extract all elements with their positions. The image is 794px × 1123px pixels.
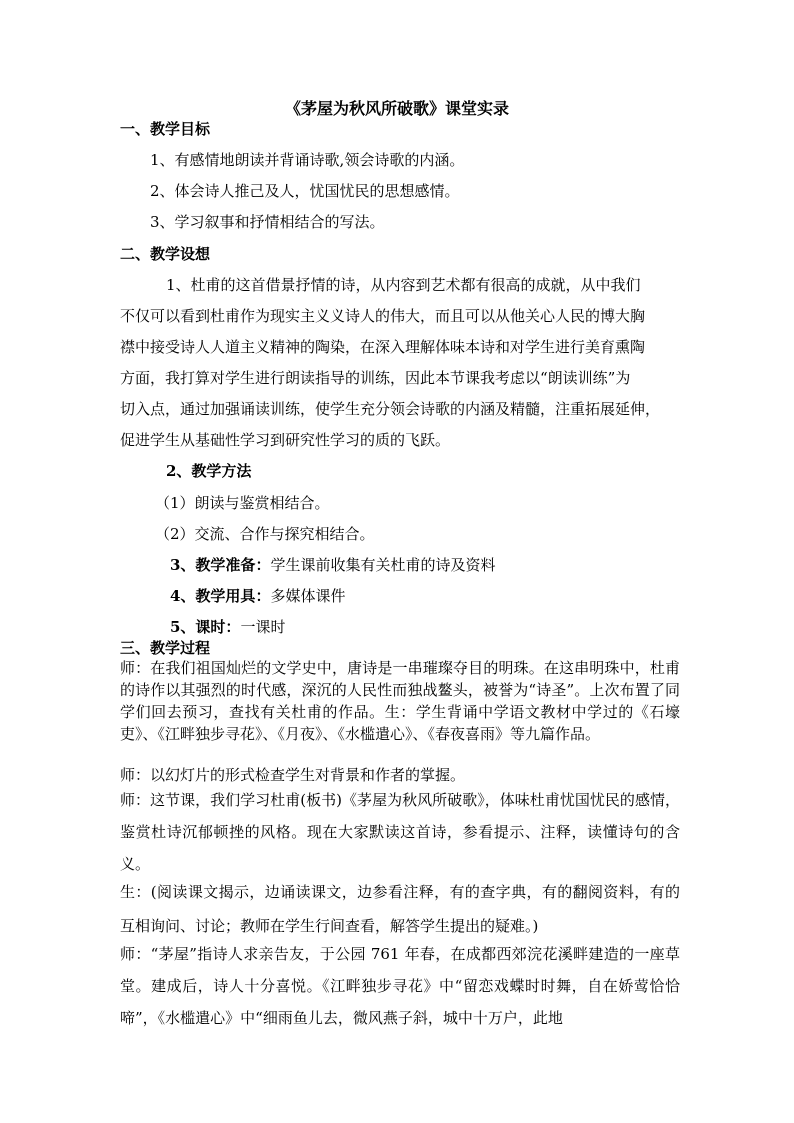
design-paragraph-line: 1、杜甫的这首借景抒情的诗，从内容到艺术都有很高的成就，从中我们: [166, 276, 641, 294]
goal-item: 1、有感情地朗读并背诵诗歌,领会诗歌的内涵。: [150, 151, 465, 169]
class-hours-label: 5、课时：: [170, 618, 241, 636]
tools-label: 4、教学用具：: [170, 587, 271, 605]
preparation-label: 3、教学准备：: [170, 556, 271, 574]
tools-line: [170, 585, 345, 606]
design-paragraph-line: 襟中接受诗人人道主义精神的陶染，在深入理解体味本诗和对学生进行美育熏陶: [120, 338, 646, 356]
preparation-line: [170, 554, 495, 575]
process-paragraph: 师：这节课，我们学习杜甫(板书)《茅屋为秋风所破歌》，体味杜甫忧国忧民的感情，鉴赏杜诗沉郁顿挫的风格。现在大家默读这首诗，参看提示、注释，读懂诗句的含义。: [120, 791, 680, 873]
method-item: （1）朗读与鉴赏相结合。: [155, 494, 330, 512]
process-paragraph: 生：(阅读课文揭示，边诵读课文，边参看注释，有的查字典，有的翻阅资料，有的互相询问、讨论；教师在学生行间查看，解答学生提出的疑难。): [120, 883, 680, 935]
method-heading: 2、教学方法: [166, 462, 252, 480]
section-heading-design: 二、教学设想: [120, 245, 211, 263]
goal-item: 3、学习叙事和抒情相结合的写法。: [150, 213, 385, 231]
design-paragraph-line: 促进学生从基础性学习到研究性学习的质的飞跃。: [120, 431, 451, 449]
class-hours-text: 一课时: [240, 618, 286, 636]
design-paragraph-line: 不仅可以看到杜甫作为现实主义义诗人的伟大，而且可以从他关心人民的博大胸: [120, 307, 646, 325]
method-item: （2）交流、合作与探究相结合。: [155, 525, 375, 543]
class-hours-line: [170, 616, 285, 637]
tools-text: 多媒体课件: [270, 587, 346, 605]
section-heading-process: 三、教学过程: [120, 639, 211, 657]
document-title: 《茅屋为秋风所破歌》课堂实录: [284, 99, 509, 118]
preparation-text: 学生课前收集有关杜甫的诗及资料: [270, 556, 496, 574]
section-heading-goals: 一、教学目标: [120, 120, 211, 138]
process-paragraph: 师：在我们祖国灿烂的文学史中，唐诗是一串璀璨夺目的明珠。在这串明珠中，杜甫的诗作以其强烈的时代感，深沉的人民性而独战鳌头，被誉为“诗圣”。上次布置了同学们回去预习，查找有关杜甫的作品。生：学生背诵中学语文教材中学过的《石壕吏》、《江畔独步寻花》、《月夜》、《水槛遣心》、《春夜喜雨》等九篇作品。: [120, 659, 680, 743]
design-paragraph-line: 切入点，通过加强诵读训练，使学生充分领会诗歌的内涵及精髓，注重拓展延伸，: [120, 400, 661, 418]
goal-item: 2、体会诗人推己及人，忧国忧民的思想感情。: [150, 182, 460, 200]
design-paragraph-line: 方面，我打算对学生进行朗读指导的训练，因此本节课我考虑以“朗读训练”为: [120, 369, 631, 387]
process-paragraph: 师：“茅屋”指诗人求亲告友，于公园 761 年春，在成都西郊浣花溪畔建造的一座草堂。建成后，诗人十分喜悦。《江畔独步寻花》中“留恋戏蝶时时舞，自在娇莺恰恰啼”，《水槛遣心》中“细雨鱼儿去，微风燕子斜，城中十万户，此地: [120, 945, 680, 1027]
process-paragraph: 师：以幻灯片的形式检查学生对背景和作者的掌握。: [120, 766, 466, 784]
